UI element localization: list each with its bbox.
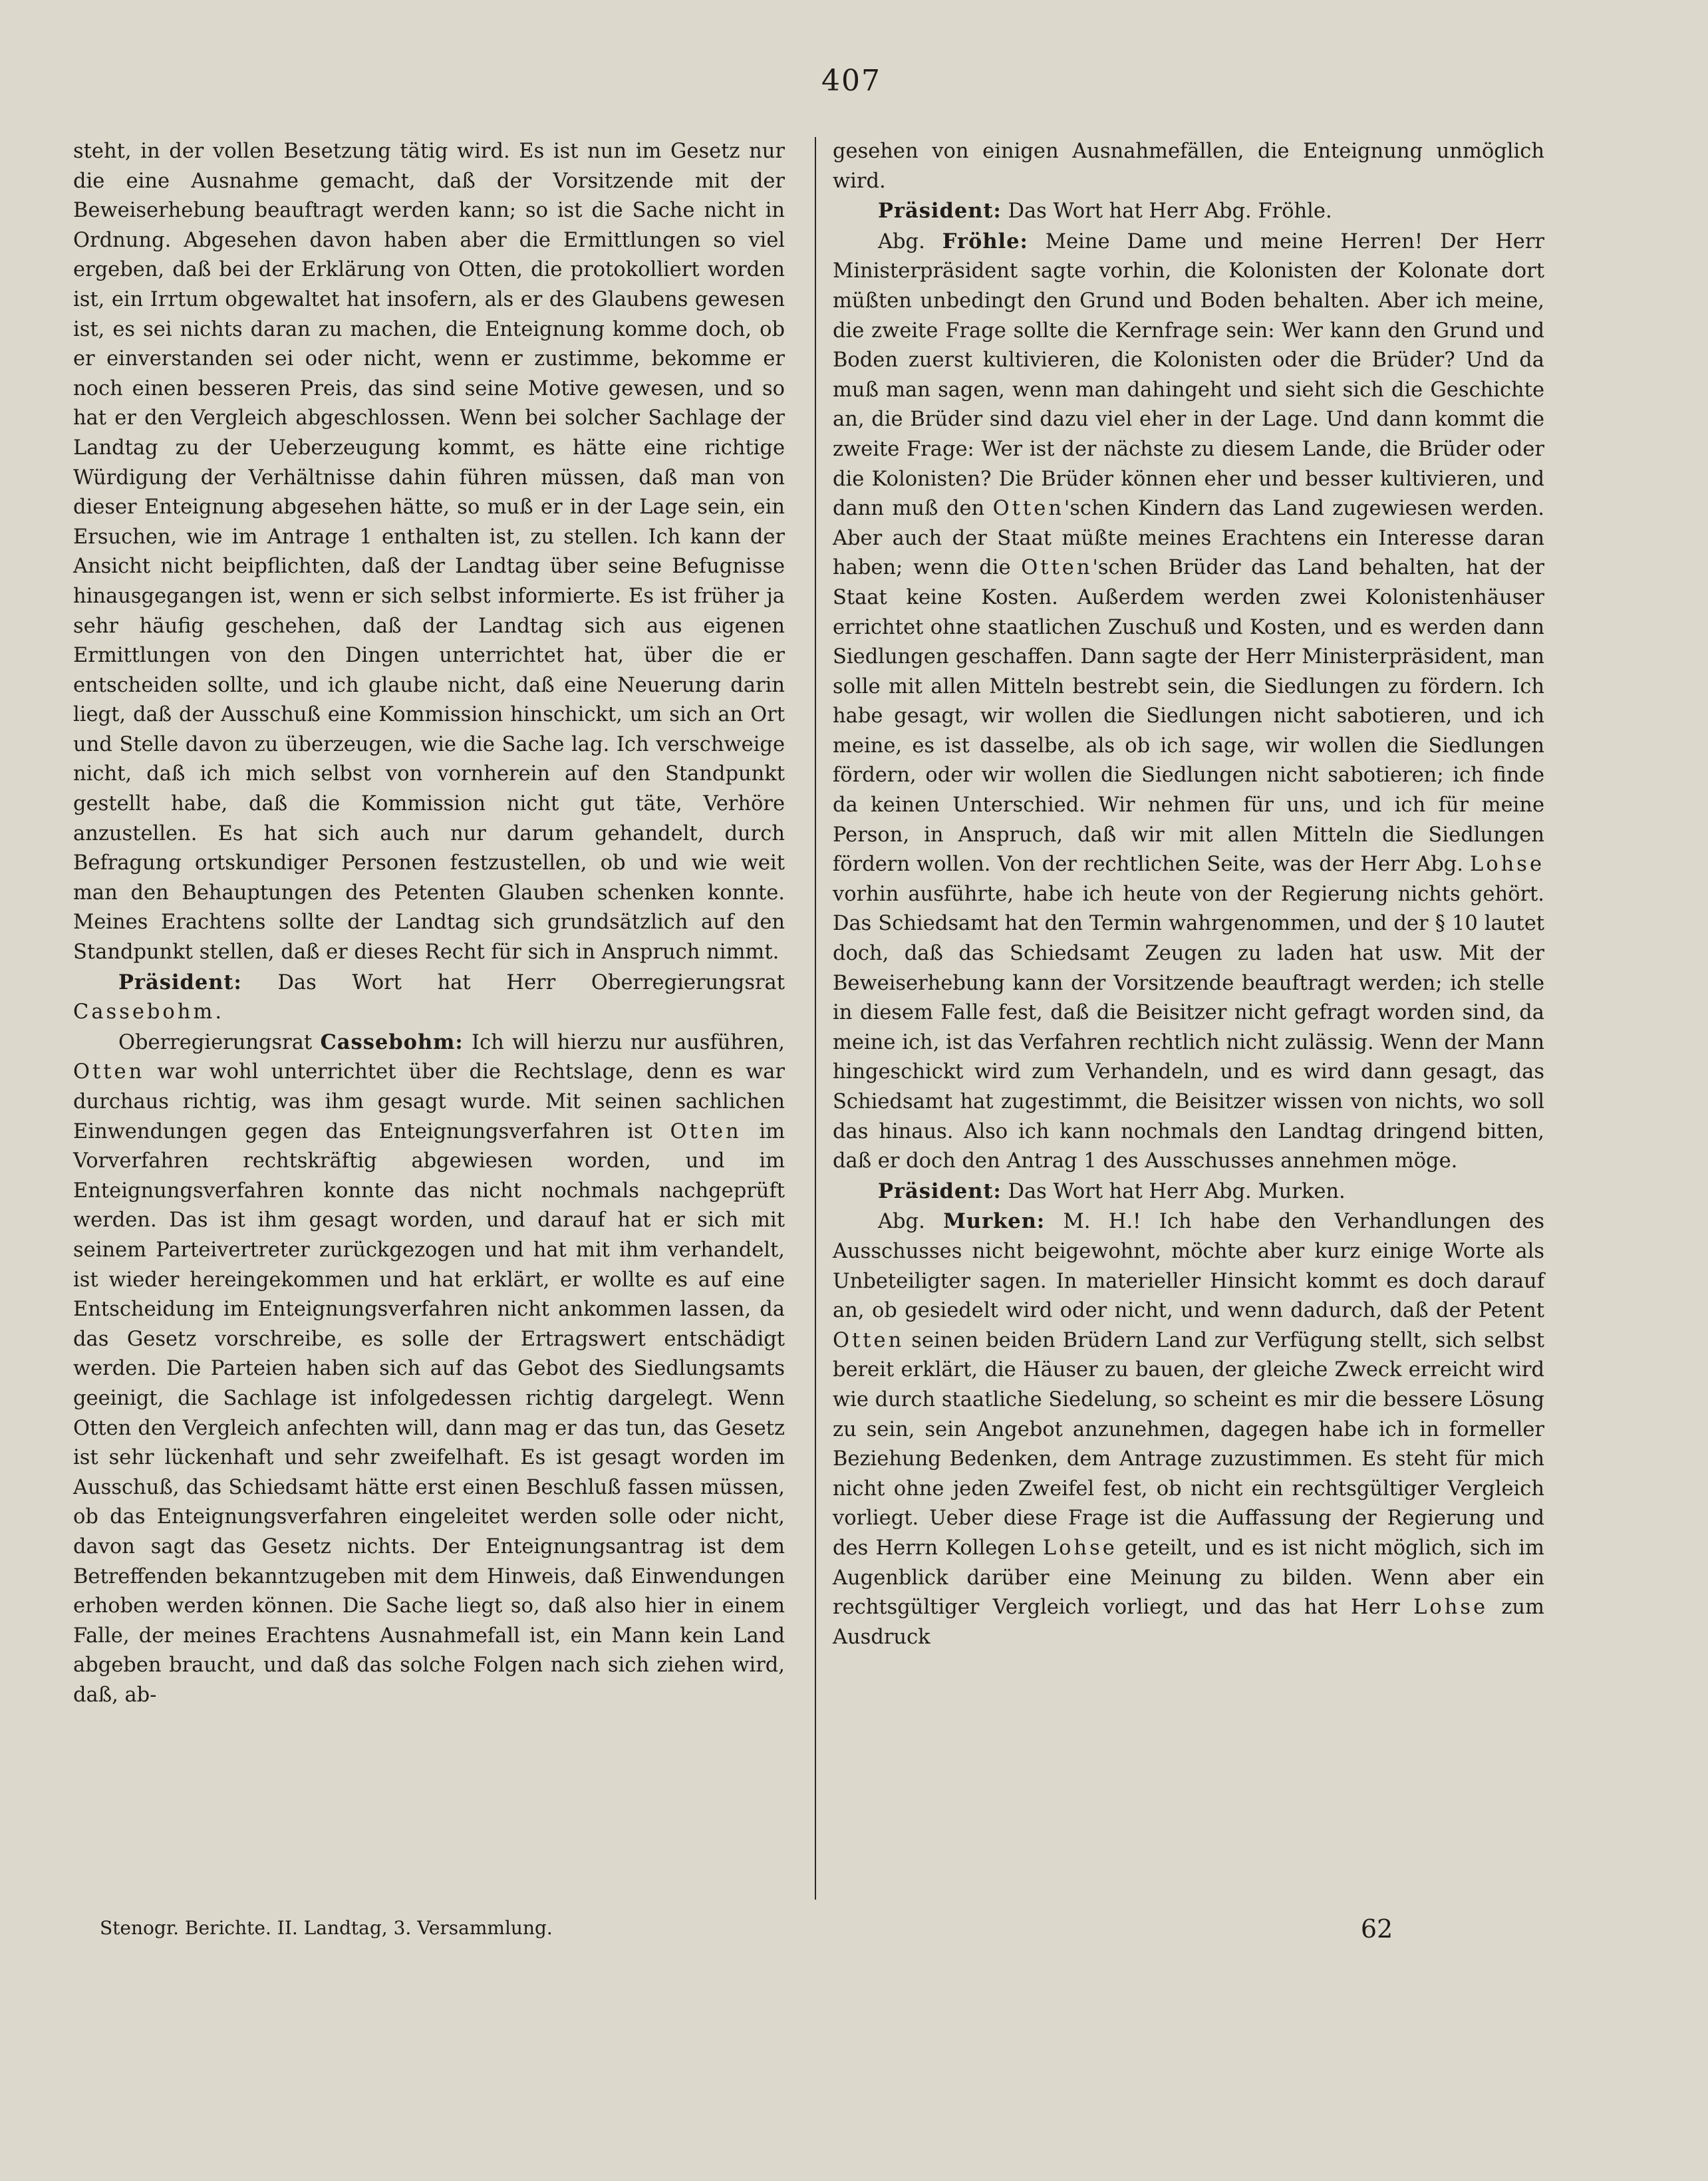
paragraph-text: geteilt, und es ist nicht möglich, sich im Augenblick darüber eine Meinung zu bilden. Wenn aber ein rechtsgültiger Vergleich vorliegt, und das hat Herr xyxy=(833,1536,1544,1620)
person-name: Otten xyxy=(670,1119,742,1143)
paragraph-text: Meine Dame und meine Herren! Der Herr Ministerpräsident sagte vorhin, die Kolonisten der Kolonate dort müßten unbedingt den Grund und Boden behalten. Aber ich meine, die zweite Frage sollte die Kernfrage sein: Wer kann den Grund und Boden zuerst kultivieren, die Kolonisten oder die Brüder? Und da muß man sagen, wenn man dahingeht und sieht sich die Geschichte an, die Brüder sind dazu viel eher in der Lage. Und dann kommt die zweite Frage: Wer ist der nächste zu diesem Lande, die Brüder oder die Kolonisten? Die Brüder können eher und besser kultivieren, und dann muß den xyxy=(833,229,1545,521)
speaker-label: Präsident: xyxy=(118,970,242,994)
speaker-label: Murken: xyxy=(943,1209,1046,1234)
person-name: Otten xyxy=(1021,556,1093,580)
speaker-name: Cassebohm. xyxy=(73,1000,225,1024)
speaker-title: Oberregierungsrat xyxy=(118,1030,313,1054)
paragraph-text: 'schen Brüder das Land behalten, hat der Staat keine Kosten. Außerdem werden zwei Kolonistenhäuser errichtet ohne staatlichen Zuschuß und Kosten, und es werden dann Siedlungen geschaffen. Dann sagte der Herr Ministerpräsident, man solle mit allen Mitteln bestrebt sein, die Siedlungen zu fördern. Ich habe gesagt, wir wollen die Siedlungen nicht sabotieren, und ich meine, es ist dasselbe, als ob ich sage, wir wollen die Siedlungen fördern, oder wir wollen die Siedlungen nicht sabotieren; ich finde da keinen Unterschied. Wir nehmen für uns, und ich für meine Person, in Anspruch, daß wir mit allen Mitteln die Siedlungen fördern wollen. Von der rechtlichen Seite, was der Herr Abg. xyxy=(833,556,1545,877)
paragraph-text: vorhin ausführte, habe ich heute von der Regierung nichts gehört. Das Schiedsamt hat den Termin wahrgenommen, und der § 10 lautet doch, daß das Schiedsamt Zeugen zu laden hat usw. Mit der Beweiserhebung kann der Vorsitzende beauftragt werden; ich stelle in diesem Falle fest, daß die Beisitzer nicht gefragt worden sind, da meine ich, ist das Verfahren rechtlich nicht zulässig. Wenn der Mann hingeschickt wird zum Verhandeln, und es wird dann gesagt, das Schiedsamt hat zugestimmt, die Beisitzer wissen von nichts, wo soll das hinaus. Also ich kann nochmals den Landtag dringend bitten, daß er doch den Antrag 1 des Ausschusses annehmen möge. xyxy=(833,882,1544,1173)
speaker-label: Fröhle: xyxy=(942,229,1028,253)
speaker-label: Cassebohm: xyxy=(320,1030,464,1054)
person-name: Otten xyxy=(73,1060,145,1084)
paragraph-president-3 xyxy=(833,1177,1544,1207)
paragraph-continuation: gesehen von einigen Ausnahmefällen, die Enteignung unmöglich wird. xyxy=(833,140,1544,193)
paragraph-cassebohm xyxy=(73,1028,785,1711)
paragraph-president-2 xyxy=(833,196,1544,227)
sheet-number: 62 xyxy=(1360,1914,1393,1944)
paragraph-text: Das Wort hat Herr Abg. Fröhle. xyxy=(1008,200,1332,223)
speaker-title: Abg. xyxy=(878,229,925,253)
paragraph-text: seinen beiden Brüdern Land zur Verfügung stellt, sich selbst bereit erklärt, die Häuser zu bauen, der gleiche Zweck erreicht wird wie durch staatliche Siedelung, so scheint es mir die bessere Lösung zu sein, sein Angebot anzunehmen, dagegen habe ich in formeller Beziehung Bedenken, dem Antrage zuzustimmen. Es steht für mich nicht ohne jeden Zweifel fest, ob nicht ein rechtsgültiger Vergleich vorliegt. Ueber diese Frage ist die Auffassung der Regierung und des Herrn Kollegen xyxy=(833,1328,1544,1560)
paragraph-text: Das Wort hat Herr Abg. Murken. xyxy=(1008,1179,1346,1203)
footer-source: Stenogr. Berichte. II. Landtag, 3. Versammlung. xyxy=(100,1917,553,1939)
person-name: Lohse xyxy=(1042,1536,1117,1560)
paragraph-text: Das Wort hat Herr Oberregierungsrat xyxy=(277,970,785,994)
paragraph-continuation: steht, in der vollen Besetzung tätig wird. Es ist nun im Gesetz nur die eine Ausnahme gemacht, daß der Vorsitzende mit der Beweiserhebung beauftragt werden kann; so ist die Sache nicht in Ordnung. Abgesehen davon haben aber die Ermittlungen so viel ergeben, daß bei der Erklärung von Otten, die protokolliert worden ist, ein Irrtum obgewaltet hat insofern, als er des Glaubens gewesen ist, es sei nichts daran zu machen, die Enteignung komme doch, ob er einverstanden sei oder nicht, wenn er zustimme, bekomme er noch einen besseren Preis, das sind seine Motive gewesen, und so hat er den Vergleich abgeschlossen. Wenn bei solcher Sachlage der Landtag zu der Ueberzeugung kommt, es hätte eine richtige Würdigung der Verhältnisse dahin führen müssen, daß man von dieser Enteignung abgesehen hätte, so muß er in der Lage sein, ein Ersuchen, wie im Antrage 1 enthalten ist, zu stellen. Ich kann der Ansicht nicht beipflichten, daß der Landtag über seine Befugnisse hinausgegangen ist, wenn er sich selbst informierte. Es ist früher ja sehr häufig geschehen, daß der Landtag sich aus eigenen Ermittlungen von den Dingen unterrichtet hat, über die er entscheiden sollte, und ich glaube nicht, daß eine Neuerung darin liegt, daß der Ausschuß eine Kommission hinschickt, um sich an Ort und Stelle davon zu überzeugen, wie die Sache lag. Ich verschweige nicht, daß ich mich selbst von vornherein auf den Standpunkt gestellt habe, daß die Kommission nicht gut täte, Verhöre anzustellen. Es hat sich auch nur darum gehandelt, durch Befragung ortskundiger Personen festzustellen, ob und wie weit man den Behauptungen des Petenten Glauben schenken konnte. Meines Erachtens sollte der Landtag sich grundsätzlich auf den Standpunkt stellen, daß er dieses Recht für sich in Anspruch nimmt. xyxy=(73,140,785,964)
speaker-label: Präsident: xyxy=(878,1179,1002,1203)
paragraph-text: im Vorverfahren rechtskräftig abgewiesen worden, und im Enteignungsverfahren konnte das nicht nochmals nachgeprüft werden. Das ist ihm gesagt worden, und darauf hat er sich mit seinem Parteivertreter zurückgezogen und hat mit ihm verhandelt, ist wieder hereingekommen und hat erklärt, er wollte es auf eine Entscheidung im Enteignungsverfahren nicht ankommen lassen, da das Gesetz vorschreibe, es solle der Ertragswert entschädigt werden. Die Parteien haben sich auf das Gebot des Siedlungsamts geeinigt, die Sachlage ist infolgedessen richtig dargelegt. Wenn Otten den Vergleich anfechten will, dann mag er das tun, das Gesetz ist sehr lückenhaft und sehr zweifelhaft. Es ist gesagt worden im Ausschuß, das Schiedsamt hätte erst einen Beschluß fassen müssen, ob das Enteignungsverfahren eingeleitet werden solle oder nicht, davon sagt das Gesetz nichts. Der Enteignungsantrag ist dem Betreffenden bekanntzugeben mit dem Hinweis, daß Einwendungen erhoben werden können. Die Sache liegt so, daß also hier in einem Falle, der meines Erachtens Ausnahmefall ist, ein Mann kein Land abgeben braucht, und daß das solche Folgen nach sich ziehen wird, daß, ab- xyxy=(73,1119,785,1707)
paragraph-froehle xyxy=(833,227,1544,1177)
paragraph-text: war wohl unterrichtet über die Rechtslage, denn es war durchaus richtig, was ihm gesagt wurde. Mit seinen sachlichen Einwendungen gegen das Enteignungsverfahren ist xyxy=(73,1060,785,1143)
person-name: Otten xyxy=(833,1328,905,1352)
person-name: Lohse xyxy=(1413,1596,1489,1620)
paragraph-murken xyxy=(833,1207,1544,1652)
paragraph-president-1 xyxy=(73,968,785,1028)
paragraph-text: M. H.! Ich habe den Verhandlungen des Ausschusses nicht beigewohnt, möchte aber kurz einige Worte als Unbeteiligter sagen. In materieller Hinsicht kommt es doch darauf an, ob gesiedelt wird oder nicht, und wenn dadurch, daß der Petent xyxy=(833,1210,1545,1323)
left-column xyxy=(73,137,785,1710)
column-divider xyxy=(815,137,816,1900)
person-name: Otten xyxy=(992,497,1064,521)
paragraph-text: zum Ausdruck xyxy=(833,1596,1544,1649)
paragraph-text: 'schen Kindern das Land zugewiesen werden. Aber auch der Staat müßte meines Erachtens ein Interesse daran haben; wenn die xyxy=(833,497,1544,580)
page-number: 407 xyxy=(821,64,881,98)
speaker-label: Präsident: xyxy=(878,199,1002,223)
person-name: Lohse xyxy=(1470,853,1545,877)
right-column xyxy=(833,137,1544,1652)
paragraph-text: Ich will hierzu nur ausführen, xyxy=(471,1030,785,1054)
speaker-title: Abg. xyxy=(878,1210,925,1234)
